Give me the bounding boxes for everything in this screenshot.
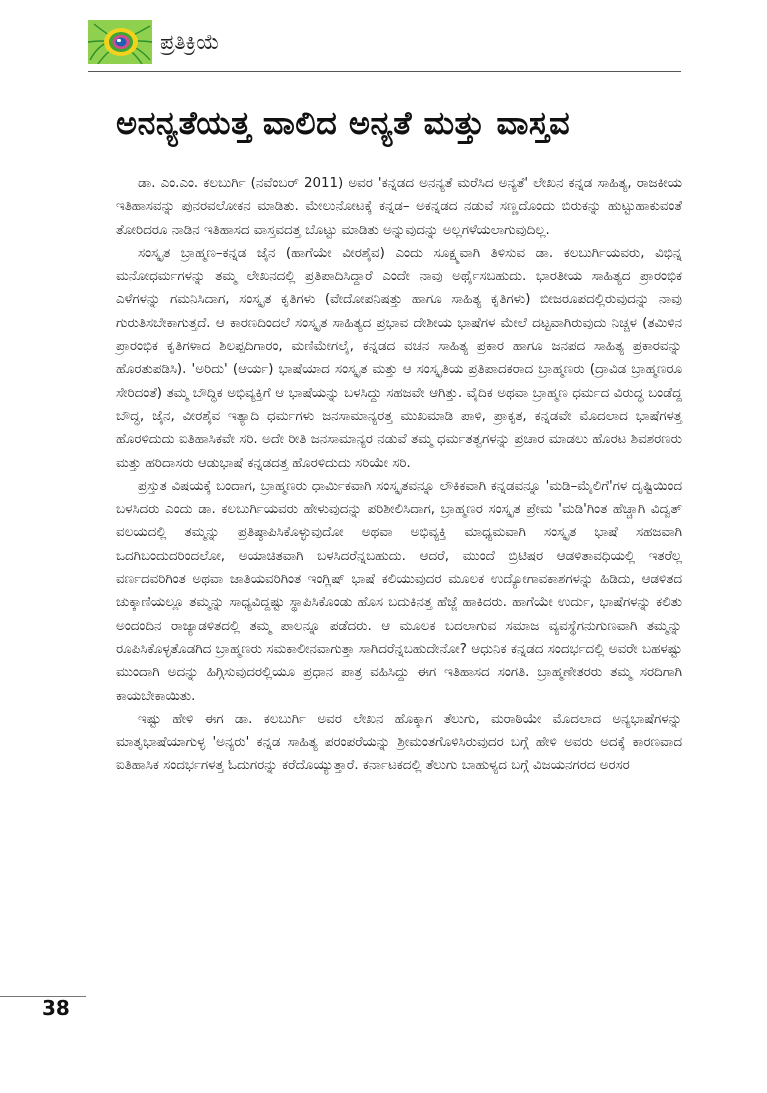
article-title: ಅನನ್ಯತೆಯತ್ತ ವಾಲಿದ ಅನ್ಯತೆ ಮತ್ತು ವಾಸ್ತವ xyxy=(116,104,571,142)
paragraph: ಸಂಸ್ಕೃತ ಬ್ರಾಹ್ಮಣ–ಕನ್ನಡ ಜೈನ (ಹಾಗೆಯೇ ವೀರಶೈವ) ಎಂದು ಸೂಕ್ಷ್ಮವಾಗಿ ತಿಳಿಸುವ ಡಾ. ಕಲಬುರ್ಗಿಯವರು, ವಿಭಿನ್ನ ಮನೋಧರ್ಮಗಳನ್ನು ತಮ್ಮ ಲೇಖನದಲ್ಲಿ ಪ್ರತಿಪಾದಿಸಿದ್ದಾರೆ ಎಂದೇ ನಾವು ಅರ್ಥೈಸಬಹುದು. ಭಾರತೀಯ ಸಾಹಿತ್ಯದ ಪ್ರಾರಂಭಿಕ ಎಳೆಗಳನ್ನು ಗಮನಿಸಿದಾಗ, ಸಂಸ್ಕೃತ ಕೃತಿಗಳು (ವೇದೋಪನಿಷತ್ತು ಹಾಗೂ ಸಾಹಿತ್ಯ ಕೃತಿಗಳು) ಬೀಜರೂಪದಲ್ಲಿರುವುದನ್ನು ನಾವು ಗುರುತಿಸಬೇಕಾಗುತ್ತದೆ. ಆ ಕಾರಣದಿಂದಲೆ ಸಂಸ್ಕೃತ ಸಾಹಿತ್ಯದ ಪ್ರಭಾವ ದೇಶೀಯ ಭಾಷೆಗಳ ಮೇಲೆ ದಟ್ಟವಾಗಿರುವುದು ನಿಚ್ಚಳ (ತಮಿಳಿನ ಪ್ರಾರಂಭಿಕ ಕೃತಿಗಳಾದ ಶಿಲಪ್ಪದಿಗಾರಂ, ಮಣಿಮೇಗಲೈ, ಕನ್ನಡದ ವಚನ ಸಾಹಿತ್ಯ ಪ್ರಕಾರ ಹಾಗೂ ಜನಪದ ಸಾಹಿತ್ಯ ಪ್ರಕಾರವನ್ನು ಹೊರತುಪಡಿಸಿ). 'ಅರಿದು' (ಆರ್ಯ) ಭಾಷೆಯಾದ ಸಂಸ್ಕೃತ ಮತ್ತು ಆ ಸಂಸ್ಕೃತಿಯ ಪ್ರತಿಪಾದಕರಾದ ಬ್ರಾಹ್ಮಣರು (ದ್ರಾವಿಡ ಬ್ರಾಹ್ಮಣರೂ ಸೇರಿದಂತೆ) ತಮ್ಮ ಬೌದ್ಧಿಕ ಅಭಿವ್ಯಕ್ತಿಗೆ ಆ ಭಾಷೆಯನ್ನು ಬಳಸಿದ್ದು ಸಹಜವೇ ಆಗಿತ್ತು. ವೈದಿಕ ಅಥವಾ ಬ್ರಾಹ್ಮಣ ಧರ್ಮದ ವಿರುದ್ಧ ಬಂಡೆದ್ದ ಬೌದ್ಧ, ಜೈನ, ವೀರಶೈವ ಇತ್ಯಾದಿ ಧರ್ಮಗಳು ಜನಸಾಮಾನ್ಯರತ್ತ ಮುಖಮಾಡಿ ಪಾಳಿ, ಪ್ರಾಕೃತ, ಕನ್ನಡವೇ ಮೊದಲಾದ ಭಾಷೆಗಳತ್ತ ಹೊರಳಿದುದು ಐತಿಹಾಸಿಕವೇ ಸರಿ. ಅದೇ ರೀತಿ ಜನಸಾಮಾನ್ಯರ ನಡುವೆ ತಮ್ಮ ಧರ್ಮತತ್ವಗಳನ್ನು ಪ್ರಚಾರ ಮಾಡಲು ಹೊರಟ ಶಿವಶರಣರು ಮತ್ತು ಹರಿದಾಸರು ಆಡುಭಾಷೆ ಕನ್ನಡದತ್ತ ಹೊರಳಿದುದು ಸರಿಯೇ ಸರಿ. xyxy=(116,245,682,471)
paragraph: ಇಷ್ಟು ಹೇಳಿ ಈಗ ಡಾ. ಕಲಬುರ್ಗಿ ಅವರ ಲೇಖನ ಹೊಕ್ಕಾಗ ತೆಲುಗು, ಮರಾಠಿಯೇ ಮೊದಲಾದ ಅನ್ಯಭಾಷೆಗಳನ್ನು ಮಾತೃಭಾಷೆಯಾಗುಳ್ಳ 'ಅನ್ಯರು' ಕನ್ನಡ ಸಾಹಿತ್ಯ ಪರಂಪರೆಯನ್ನು ಶ್ರೀಮಂತಗೊಳಿಸಿರುವುದರ ಬಗ್ಗೆ ಹೇಳಿ ಅವರು ಅದಕ್ಕೆ ಕಾರಣವಾದ ಐತಿಹಾಸಿಕ ಸಂದರ್ಭಗಳತ್ತ ಓದುಗರನ್ನು ಕರೆದೊಯ್ಯುತ್ತಾರೆ. ಕರ್ನಾಟಕದಲ್ಲಿ ತೆಲುಗು ಬಾಹುಳ್ಯದ ಬಗ್ಗೆ ವಿಜಯನಗರದ ಅರಸರ xyxy=(116,711,682,774)
section-name: ಪ್ರತಿಕ್ರಿಯೆ xyxy=(160,30,220,54)
page-number: 38 xyxy=(42,996,70,1020)
paragraph: ಪ್ರಸ್ತುತ ವಿಷಯಕ್ಕೆ ಬಂದಾಗ, ಬ್ರಾಹ್ಮಣರು ಧಾರ್ಮಿಕವಾಗಿ ಸಂಸ್ಕೃತವನ್ನೂ ಲೌಕಿಕವಾಗಿ ಕನ್ನಡವನ್ನೂ 'ಮಡಿ–ಮೈಲಿಗೆ'ಗಳ ದೃಷ್ಟಿಯಿಂದ ಬಳಸಿದರು ಎಂದು ಡಾ. ಕಲಬುರ್ಗಿಯವರು ಹೇಳುವುದನ್ನು ಪರಿಶೀಲಿಸಿದಾಗ, ಬ್ರಾಹ್ಮಣರ ಸಂಸ್ಕೃತ ಪ್ರೇಮ 'ಮಡಿ'ಗಿಂತ ಹೆಚ್ಚಾಗಿ ವಿದ್ವತ್ ವಲಯದಲ್ಲಿ ತಮ್ಮನ್ನು ಪ್ರತಿಷ್ಠಾಪಿಸಿಕೊಳ್ಳುವುದೋ ಅಥವಾ ಅಭಿವ್ಯಕ್ತಿ ಮಾಧ್ಯಮವಾಗಿ ಸಂಸ್ಕೃತ ಭಾಷೆ ಸಹಜವಾಗಿ ಒದಗಿಬಂದುದರಿಂದಲೋ, ಅಯಾಚಿತವಾಗಿ ಬಳಸಿದರೆನ್ನಬಹುದು. ಆದರೆ, ಮುಂದೆ ಬ್ರಿಟಿಷರ ಆಡಳಿತಾವಧಿಯಲ್ಲಿ ಇತರೆಲ್ಲ ವರ್ಣದವರಿಗಿಂತ ಅಥವಾ ಜಾತಿಯವರಿಗಿಂತ ಇಂಗ್ಲಿಷ್ ಭಾಷೆ ಕಲಿಯುವುದರ ಮೂಲಕ ಉದ್ಯೋಗಾವಕಾಶಗಳನ್ನು ಹಿಡಿದು, ಆಡಳಿತದ ಚುಕ್ಕಾಣಿಯಲ್ಲೂ ತಮ್ಮನ್ನು ಸಾಧ್ಯವಿದ್ದಷ್ಟು ಸ್ಥಾಪಿಸಿಕೊಂಡು ಹೊಸ ಬದುಕಿನತ್ತ ಹೆಜ್ಜೆ ಹಾಕಿದರು. ಹಾಗೆಯೇ ಉರ್ದು, ಭಾಷೆಗಳನ್ನು ಕಲಿತು ಅಂದಂದಿನ ರಾಜ್ಯಾಡಳಿತದಲ್ಲಿ ತಮ್ಮ ಪಾಲನ್ನೂ ಪಡೆದರು. ಆ ಮೂಲಕ ಬದಲಾಗುವ ಸಮಾಜ ವ್ಯವಸ್ಥೆಗನುಗುಣವಾಗಿ ತಮ್ಮನ್ನು ರೂಪಿಸಿಕೊಳ್ಳತೊಡಗಿದ ಬ್ರಾಹ್ಮಣರು ಸಮಕಾಲೀನವಾಗುತ್ತಾ ಸಾಗಿದರೆನ್ನಬಹುದೇನೋ? ಆಧುನಿಕ ಕನ್ನಡದ ಸಂದರ್ಭದಲ್ಲಿ ಅವರೇ ಬಹಳಷ್ಟು ಮುಂದಾಗಿ ಅದನ್ನು ಹಿಗ್ಗಿಸುವುದರಲ್ಲಿಯೂ ಪ್ರಧಾನ ಪಾತ್ರ ವಹಿಸಿದ್ದು ಈಗ ಇತಿಹಾಸದ ಸಂಗತಿ. ಬ್ರಾಹ್ಮಣೇತರರು ತಮ್ಮ ಸರದಿಗಾಗಿ ಕಾಯಬೇಕಾಯಿತು. xyxy=(116,478,682,704)
header-divider xyxy=(88,71,681,72)
article-body xyxy=(116,172,682,778)
paragraph: ಡಾ. ಎಂ.ಎಂ. ಕಲಬುರ್ಗಿ (ನವೆಂಬರ್ 2011) ಅವರ 'ಕನ್ನಡದ ಅನನ್ಯತೆ ಮರೆಸಿದ ಅನ್ಯತೆ' ಲೇಖನ ಕನ್ನಡ ಸಾಹಿತ್ಯ, ರಾಜಕೀಯ ಇತಿಹಾಸವನ್ನು ಪುನರವಲೋಕನ ಮಾಡಿತು. ಮೇಲುನೋಟಕ್ಕೆ ಕನ್ನಡ– ಅಕನ್ನಡದ ನಡುವೆ ಸಣ್ಣದೊಂದು ಬಿರುಕನ್ನು ಹುಟ್ಟುಹಾಕುವಂತೆ ತೋರಿದರೂ ನಾಡಿನ ಇತಿಹಾಸದ ವಾಸ್ತವದತ್ತ ಬೊಟ್ಟು ಮಾಡಿತು ಅನ್ನುವುದನ್ನು ಅಲ್ಲಗಳೆಯಲಾಗುವುದಿಲ್ಲ. xyxy=(116,176,682,238)
peacock-feather-logo xyxy=(88,20,152,64)
